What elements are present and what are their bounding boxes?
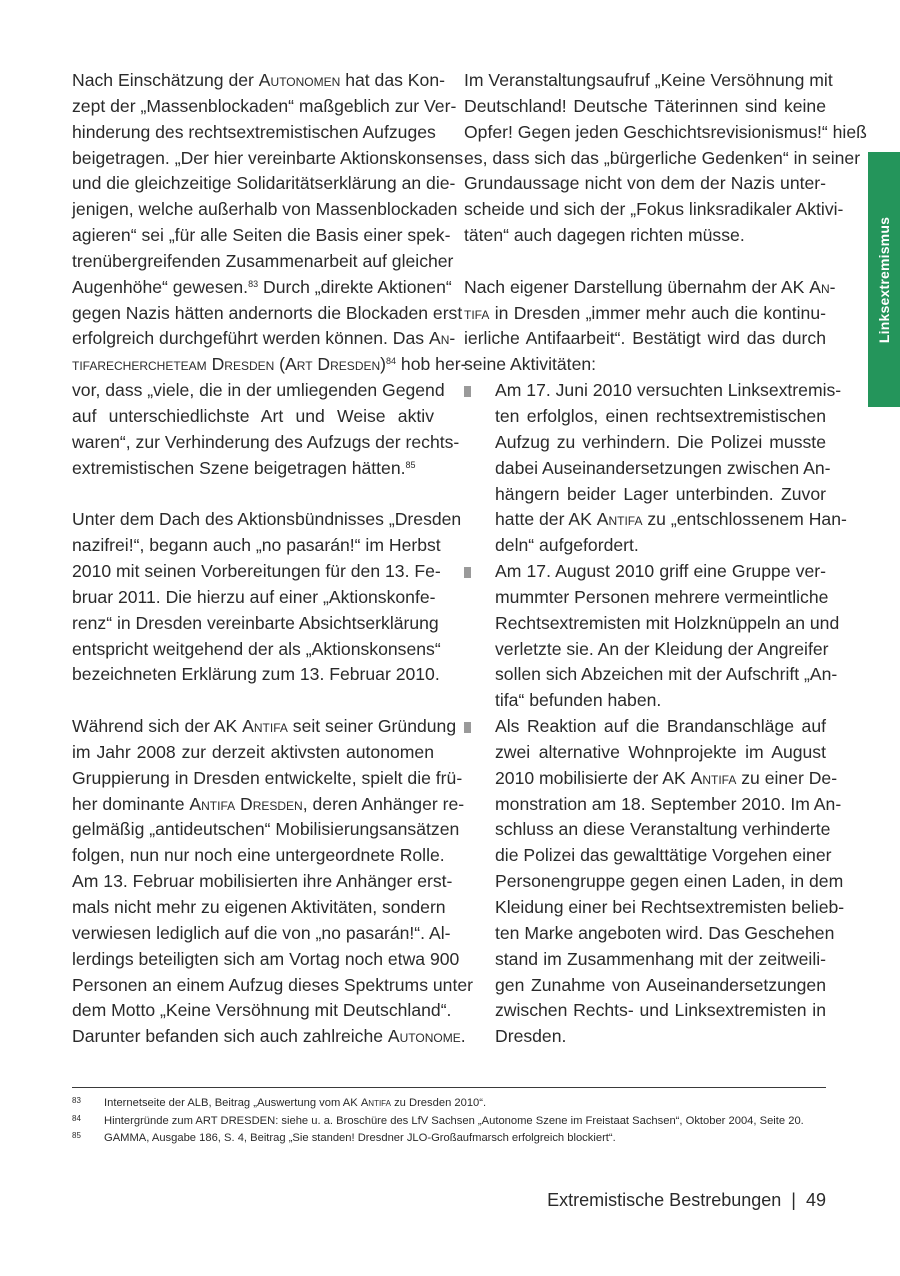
- text-line: Nach eigener Darstellung übernahm der AK An-: [464, 276, 836, 297]
- left-column: [72, 68, 473, 1076]
- text-line: entspricht weitgehend der als „Aktionskonsens“: [72, 638, 441, 659]
- paragraph: [464, 68, 867, 249]
- text-line: gelmäßig „antideutschen“ Mobilisierungsansätzen: [72, 819, 460, 840]
- text-line: Darunter befanden sich auch zahlreiche Autonome.: [72, 1026, 466, 1047]
- footnote-divider: [72, 1087, 826, 1088]
- text-line: jenigen, welche außerhalb von Massenblockaden: [72, 199, 458, 220]
- text-line: Grundaussage nicht von dem der Nazis unter-: [464, 173, 826, 194]
- list-item: [464, 378, 847, 559]
- text-line: ten Marke angeboten wird. Das Geschehen: [495, 922, 835, 943]
- text-line: mals nicht mehr zu eigenen Aktivitäten, sondern: [72, 897, 446, 917]
- text-line: Unter dem Dach des Aktionsbündnisses „Dresden: [72, 509, 462, 530]
- text-line: deln“ aufgefordert.: [495, 535, 639, 556]
- text-line: Personengruppe gegen einen Laden, in dem: [495, 871, 844, 892]
- page-number: 49: [805, 1190, 826, 1210]
- text-line: her dominante Antifa Dresden, deren Anhänger re-: [72, 793, 465, 814]
- bullet-marker: [464, 386, 471, 397]
- text-line: Personen an einem Aufzug dieses Spektrums unter: [72, 974, 473, 995]
- text-line: dem Motto „Keine Versöhnung mit Deutschland“.: [72, 1000, 452, 1021]
- list-item: [464, 714, 845, 1050]
- text-line: seine Aktivitäten:: [464, 354, 597, 375]
- text-line: auf unterschiedlichste Art und Weise aktiv: [72, 405, 434, 426]
- text-line: 2010 mit seinen Vorbereitungen für den 13. Fe-: [72, 561, 441, 582]
- text-line: Am 13. Februar mobilisierten ihre Anhänger erst-: [72, 871, 453, 892]
- footnote-number: 85: [72, 1131, 81, 1140]
- text-line: Am 17. August 2010 griff eine Gruppe ver-: [495, 561, 826, 582]
- text-line: Rechtsextremisten mit Holzknüppeln an und: [495, 612, 840, 633]
- footnote: [72, 1130, 832, 1148]
- footnote: [72, 1095, 832, 1113]
- text-line: lerdings beteiligten sich am Vortag noch etwa 900: [72, 948, 460, 969]
- text-line: sollen sich Abzeichen mit der Aufschrift „An-: [495, 664, 838, 685]
- text-line: Am 17. Juni 2010 versuchten Linksextremis-: [495, 380, 842, 401]
- text-line: Als Reaktion auf die Brandanschläge auf: [495, 716, 826, 737]
- text-line: folgen, nun nur noch eine untergeordnete Rolle.: [72, 845, 445, 866]
- text-line: stand im Zusammenhang mit der zeitweili-: [495, 948, 826, 969]
- text-line: hängern beider Lager unterbinden. Zuvor: [495, 483, 826, 504]
- paragraph: [72, 68, 467, 482]
- bullet-marker: [464, 722, 471, 733]
- paragraph: [72, 507, 462, 688]
- section-tab-label: Linksextremismus: [876, 216, 892, 343]
- footnotes: [72, 1095, 832, 1148]
- footer-separator: |: [791, 1190, 796, 1210]
- text-line: Im Veranstaltungsaufruf „Keine Versöhnung mit: [464, 70, 833, 90]
- text-line: hatte der AK Antifa zu „entschlossenem Han-: [495, 509, 847, 530]
- text-line: tifa“ befunden haben.: [495, 690, 662, 711]
- text-line: extremistischen Szene beigetragen hätten.$^{85}$: [72, 457, 416, 478]
- text-line: und die gleichzeitige Solidaritätserklärung an die-: [72, 173, 456, 194]
- text-line: tifarechercheteam Dresden (Art Dresden)$^{84}$ hob her-: [72, 354, 467, 375]
- text-line: 2010 mobilisierte der AK Antifa zu einer De-: [495, 767, 838, 788]
- text-line: Aufzug zu verhindern. Die Polizei musste: [495, 431, 826, 452]
- text-line: gen Zunahme von Auseinandersetzungen: [495, 974, 826, 995]
- paragraph: [464, 275, 836, 378]
- text-line: mummter Personen mehrere vermeintliche: [495, 586, 829, 607]
- text-line: bezeichneten Erklärung zum 13. Februar 2010.: [72, 664, 440, 685]
- footnote-text: Hintergründe zum ART DRESDEN: siehe u. a. Broschüre des LfV Sachsen „Autonome Szene im Freistaat Sachsen“, Oktober 2004, Seite 20.: [104, 1114, 804, 1127]
- footnote: [72, 1113, 832, 1131]
- text-line: waren“, zur Verhinderung des Aufzugs der rechts-: [72, 431, 460, 452]
- text-line: beigetragen. „Der hier vereinbarte Aktionskonsens: [72, 147, 464, 168]
- text-line: renz“ in Dresden vereinbarte Absichtserklärung: [72, 612, 439, 633]
- activity-list: [464, 378, 847, 1050]
- text-line: hinderung des rechtsextremistischen Aufzuges: [72, 121, 436, 142]
- paragraph: [72, 714, 473, 1050]
- text-line: trenübergreifenden Zusammenarbeit auf gleicher: [72, 250, 454, 271]
- text-line: agieren“ sei „für alle Seiten die Basis einer spek-: [72, 225, 451, 246]
- text-line: Während sich der AK Antifa seit seiner Gründung: [72, 716, 457, 737]
- text-line: tifa in Dresden „immer mehr auch die kontinu-: [464, 302, 826, 323]
- text-line: zwischen Rechts- und Linksextremisten in: [495, 1000, 826, 1021]
- text-line: verwiesen lediglich auf die von „no pasarán!“. Al-: [72, 922, 451, 943]
- text-line: scheide und sich der „Fokus linksradikaler Aktivi-: [464, 199, 844, 220]
- text-line: Deutschland! Deutsche Täterinnen sind keine: [464, 95, 826, 116]
- text-line: Augenhöhe“ gewesen.$^{83}$ Durch „direkte Aktionen“: [72, 276, 452, 297]
- footnote-text: GAMMA, Ausgabe 186, S. 4, Beitrag „Sie standen! Dresdner JLO-Großaufmarsch erfolgreich blockiert“.: [104, 1132, 616, 1144]
- list-item: [464, 559, 840, 714]
- text-line: zwei alternative Wohnprojekte im August: [495, 741, 826, 762]
- footnote-text: Internetseite der ALB, Beitrag „Auswertung vom AK Antifa zu Dresden 2010“.: [104, 1097, 487, 1109]
- text-line: monstration am 18. September 2010. Im An-: [495, 793, 842, 814]
- running-footer: [547, 1190, 826, 1211]
- text-line: es, dass sich das „bürgerliche Gedenken“ in seiner: [464, 147, 861, 168]
- text-line: Nach Einschätzung der Autonomen hat das Kon-: [72, 70, 445, 90]
- section-tab: [868, 152, 900, 407]
- text-line: schluss an diese Veranstaltung verhinderte: [495, 819, 831, 840]
- text-line: im Jahr 2008 zur derzeit aktivsten autonomen: [72, 741, 434, 762]
- right-column: [464, 68, 867, 1050]
- text-line: gegen Nazis hätten andernorts die Blockaden erst: [72, 302, 463, 323]
- text-line: dabei Auseinandersetzungen zwischen An-: [495, 457, 831, 478]
- text-line: vor, dass „viele, die in der umliegenden Gegend: [72, 380, 445, 401]
- footer-section-title: Extremistische Bestrebungen: [547, 1190, 782, 1210]
- text-line: ierliche Antifaarbeit“. Bestätigt wird das durch: [464, 328, 826, 349]
- text-line: nazifrei!“, begann auch „no pasarán!“ im Herbst: [72, 535, 441, 556]
- text-line: verletzte sie. An der Kleidung der Angreifer: [495, 638, 829, 659]
- text-line: Kleidung einer bei Rechtsextremisten belieb-: [495, 897, 845, 917]
- text-line: erfolgreich durchgeführt werden können. Das An-: [72, 328, 456, 349]
- footnote-number: 84: [72, 1113, 81, 1123]
- text-line: zept der „Massenblockaden“ maßgeblich zur Ver-: [72, 95, 457, 116]
- text-line: Opfer! Gegen jeden Geschichtsrevisionismus!“ hieß: [464, 121, 867, 142]
- text-line: bruar 2011. Die hierzu auf einer „Aktionskonfe-: [72, 586, 436, 607]
- text-line: Dresden.: [495, 1026, 567, 1047]
- text-line: ten erfolglos, einen rechtsextremistischen: [495, 405, 826, 426]
- footnote-number: 83: [72, 1096, 81, 1105]
- text-line: die Polizei das gewalttätige Vorgehen einer: [495, 845, 832, 866]
- text-line: täten“ auch dagegen richten müsse.: [464, 225, 745, 246]
- bullet-marker: [464, 567, 471, 578]
- text-line: Gruppierung in Dresden entwickelte, spielt die frü-: [72, 767, 463, 788]
